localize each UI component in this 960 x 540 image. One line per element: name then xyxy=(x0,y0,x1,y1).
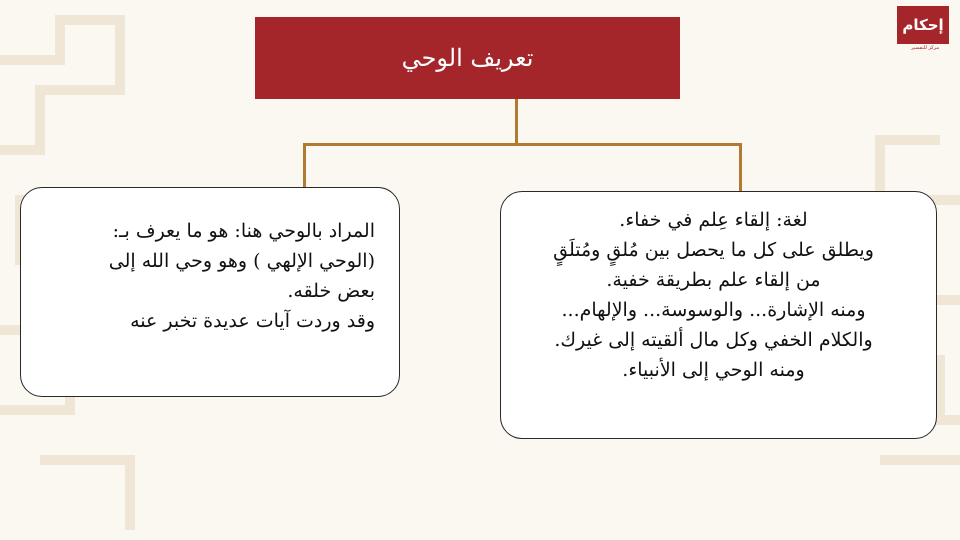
connector-stem xyxy=(515,99,518,145)
card-line: والكلام الخفي وكل مال ألقيته إلى غيرك. xyxy=(554,329,873,351)
connector-bar xyxy=(303,143,742,146)
card-line: ومنه الإشارة... والوسوسة... والإلهام... xyxy=(561,299,866,321)
logo-mark: إحكام xyxy=(897,6,949,44)
card-line: وقد وردت آيات عديدة تخبر عنه xyxy=(130,310,375,332)
logo-subtitle: مركز للتفسير xyxy=(910,45,940,51)
linguistic-definition-card xyxy=(500,191,937,439)
logo xyxy=(897,6,953,54)
card-line: لغة: إلقاء عِلم في خفاء. xyxy=(619,209,808,231)
card-line: من إلقاء علم بطريقة خفية. xyxy=(606,269,821,291)
intended-meaning-card xyxy=(20,187,400,397)
connector-right-drop xyxy=(739,143,742,192)
card-line: بعض خلقه. xyxy=(287,280,375,302)
slide-title: تعريف الوحي xyxy=(255,17,680,99)
card-line: المراد بالوحي هنا: هو ما يعرف بـ: xyxy=(112,220,375,242)
card-line: (الوحي الإلهي ) وهو وحي الله إلى xyxy=(108,250,375,272)
connector-left-drop xyxy=(303,143,306,188)
card-line: ويطلق على كل ما يحصل بين مُلقٍ ومُتلَقٍ xyxy=(553,239,874,261)
card-line: ومنه الوحي إلى الأنبياء. xyxy=(622,359,805,381)
